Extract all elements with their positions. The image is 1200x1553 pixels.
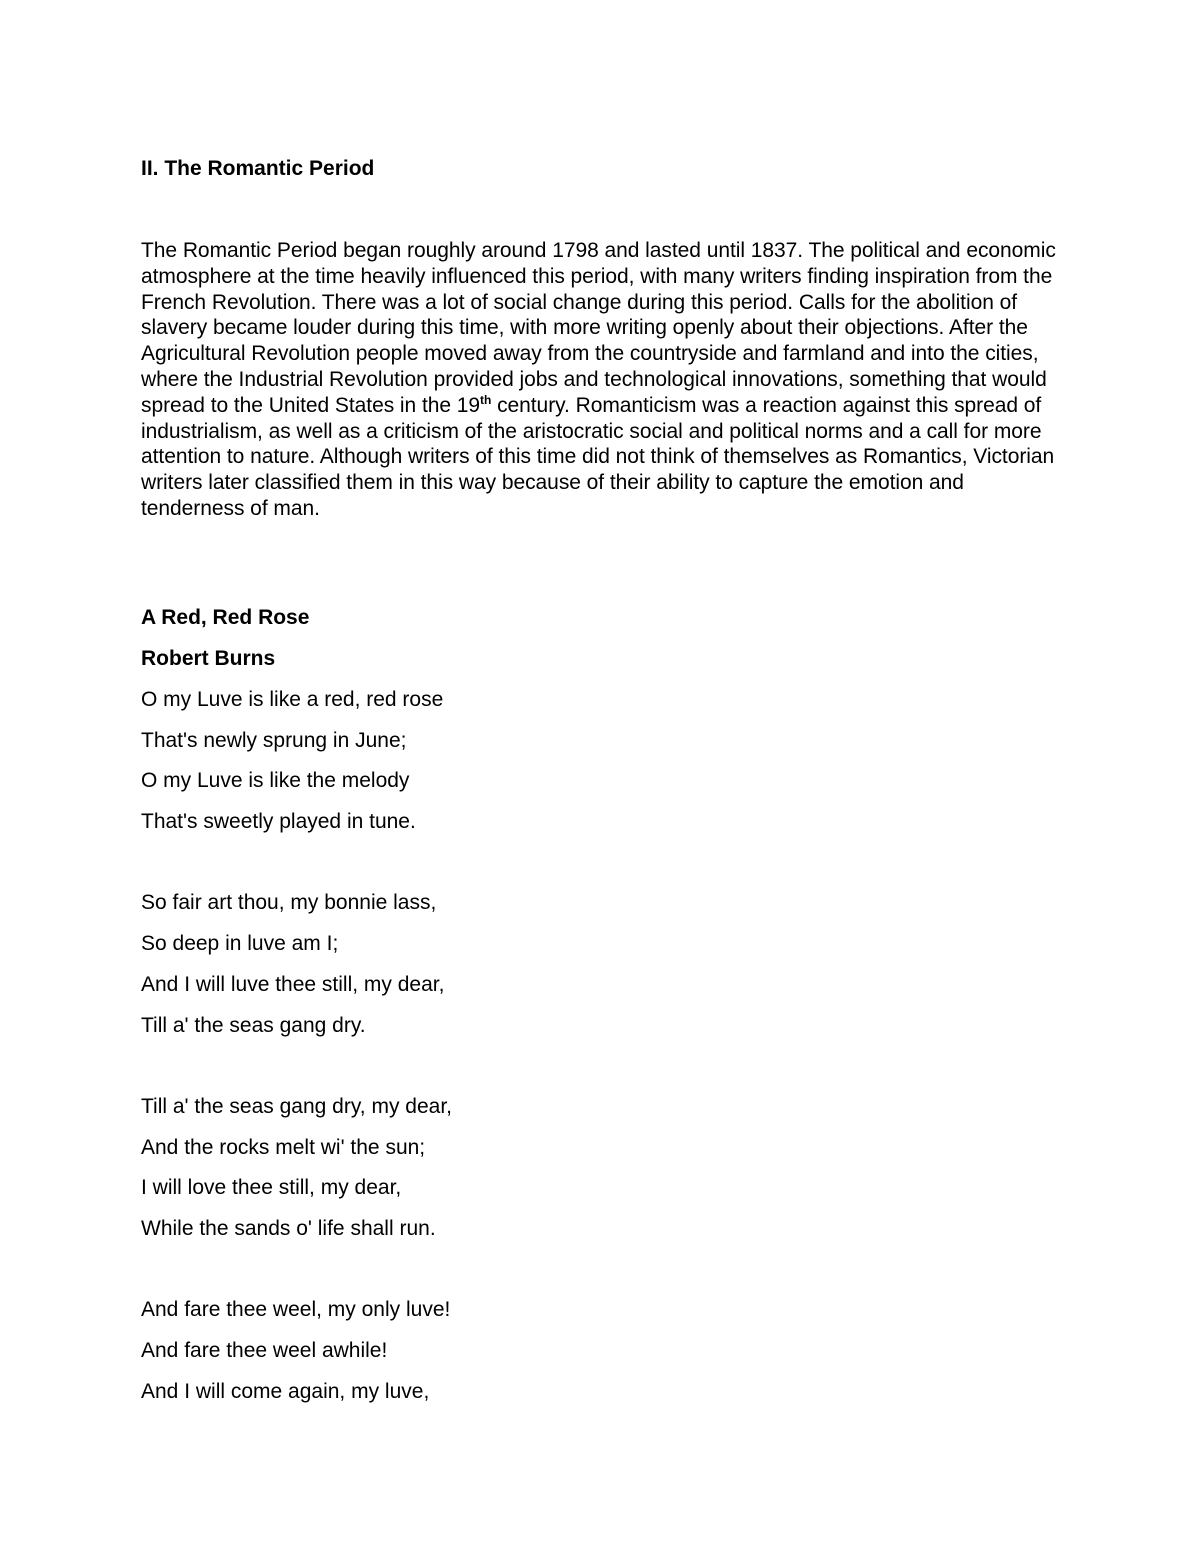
intro-paragraph bbox=[141, 238, 1071, 522]
poem-author: Robert Burns bbox=[141, 647, 276, 670]
poem-stanza bbox=[141, 687, 1041, 850]
poem-line: And I will luve thee still, my dear, bbox=[141, 972, 445, 996]
poem-stanza bbox=[141, 890, 1041, 1053]
poem-line: That's newly sprung in June; bbox=[141, 728, 407, 752]
poem-line: Till a' the seas gang dry. bbox=[141, 1013, 366, 1037]
stanza-gap bbox=[141, 850, 1041, 891]
intro-text-start: The Romantic Period began roughly around 1798 and lasted until 1837. The political and economic atmosphere at the time heavily influenced this period, with many writers finding inspiration from the French Revolution. There was a lot of social change during this period. Calls for the abolition of slavery became louder during this time, with more writing openly about their objections. After the Agricultural Revolution people moved away from the countryside and farmland and into the cities, where the Industrial Revolution provided jobs and technological innovations, something that would spread to the United States in the 19 bbox=[141, 239, 1056, 417]
poem-line: That's sweetly played in tune. bbox=[141, 810, 416, 834]
poem-body bbox=[141, 687, 1041, 1419]
poem-title: A Red, Red Rose bbox=[141, 606, 310, 629]
poem-line: And I will come again, my luve, bbox=[141, 1379, 430, 1403]
poem-stanza bbox=[141, 1094, 1041, 1257]
poem-line: And fare thee weel, my only luve! bbox=[141, 1298, 451, 1322]
stanza-gap bbox=[141, 1257, 1041, 1298]
poem-line: So fair art thou, my bonnie lass, bbox=[141, 891, 437, 915]
poem-stanza bbox=[141, 1297, 1041, 1419]
poem-line: O my Luve is like the melody bbox=[141, 769, 410, 793]
poem-line: And fare thee weel awhile! bbox=[141, 1339, 388, 1362]
poem-line: Till a' the seas gang dry, my dear, bbox=[141, 1094, 452, 1118]
poem-line: I will love thee still, my dear, bbox=[141, 1176, 402, 1200]
ordinal-superscript: th bbox=[480, 392, 492, 407]
stanza-gap bbox=[141, 1053, 1041, 1094]
poem-line: O my Luve is like a red, red rose bbox=[141, 688, 444, 711]
intro-text-end: century. Romanticism was a reaction against this spread of industrialism, as well as a criticism of the aristocratic social and political norms and a call for more attention to nature. Although writers of this time did not think of themselves as Romantics, Victorian writers later classified them in this way because of their ability to capture the emotion and tenderness of man. bbox=[141, 393, 1055, 520]
poem-line: So deep in luve am I; bbox=[141, 932, 339, 956]
poem-line: While the sands o' life shall run. bbox=[141, 1216, 436, 1240]
poem-line: And the rocks melt wi' the sun; bbox=[141, 1135, 426, 1159]
section-heading: II. The Romantic Period bbox=[141, 157, 375, 180]
